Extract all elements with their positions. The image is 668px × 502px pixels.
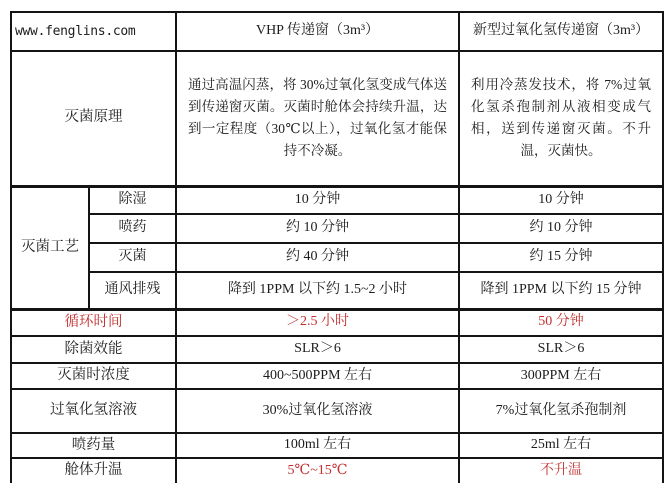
cell-dehumidify-vhp: 10 分钟 [176, 186, 459, 214]
step-label-dehumidify: 除湿 [89, 186, 176, 214]
cell-cycle-time-new: 50 分钟 [459, 309, 663, 336]
process-row-ventilation [11, 272, 663, 309]
principle-row [11, 51, 663, 186]
row-label-efficacy: 除菌效能 [11, 336, 176, 363]
cell-spray-new: 约 10 分钟 [459, 214, 663, 243]
row-label-chamber-warming: 舱体升温 [11, 458, 176, 483]
process-row-dehumidify [11, 186, 663, 214]
cell-spray-volume-vhp: 100ml 左右 [176, 433, 459, 458]
row-label-cycle-time: 循环时间 [11, 309, 176, 336]
step-label-spray: 喷药 [89, 214, 176, 243]
row-label-solution: 过氧化氢溶液 [11, 389, 176, 433]
metric-row-spray-volume [11, 433, 663, 458]
cell-dehumidify-new: 10 分钟 [459, 186, 663, 214]
metric-row-solution [11, 389, 663, 433]
cell-ventilation-new: 降到 1PPM 以下约 15 分钟 [459, 272, 663, 309]
site-url: www.fenglins.com [11, 12, 176, 51]
cell-sterilize-vhp: 约 40 分钟 [176, 243, 459, 272]
cell-principle-new: 利用冷蒸发技术，将 7%过氧化氢杀孢制剂从液相变成气相，送到传递窗灭菌。不升温，灭菌快。 [459, 51, 663, 186]
row-label-principle: 灭菌原理 [11, 51, 176, 186]
cell-efficacy-new: SLR＞6 [459, 336, 663, 363]
comparison-table [10, 11, 664, 483]
cell-solution-new: 7%过氧化氢杀孢制剂 [459, 389, 663, 433]
cell-solution-vhp: 30%过氧化氢溶液 [176, 389, 459, 433]
cell-concentration-new: 300PPM 左右 [459, 363, 663, 389]
step-label-ventilation: 通风排残 [89, 272, 176, 309]
metric-row-chamber-warming [11, 458, 663, 483]
process-row-spray [11, 214, 663, 243]
process-row-sterilize [11, 243, 663, 272]
col-header-new: 新型过氧化氢传递窗（3m³） [459, 12, 663, 51]
cell-chamber-warming-new: 不升温 [459, 458, 663, 483]
metric-row-efficacy [11, 336, 663, 363]
step-label-sterilize: 灭菌 [89, 243, 176, 272]
col-header-vhp: VHP 传递窗（3m³） [176, 12, 459, 51]
cell-ventilation-vhp: 降到 1PPM 以下约 1.5~2 小时 [176, 272, 459, 309]
cell-spray-volume-new: 25ml 左右 [459, 433, 663, 458]
cell-efficacy-vhp: SLR＞6 [176, 336, 459, 363]
row-label-concentration: 灭菌时浓度 [11, 363, 176, 389]
cell-chamber-warming-vhp: 5℃~15℃ [176, 458, 459, 483]
cell-concentration-vhp: 400~500PPM 左右 [176, 363, 459, 389]
metric-row-cycle-time [11, 309, 663, 336]
row-label-spray-volume: 喷药量 [11, 433, 176, 458]
cell-sterilize-new: 约 15 分钟 [459, 243, 663, 272]
header-row [11, 12, 663, 51]
row-label-process: 灭菌工艺 [11, 186, 89, 309]
cell-cycle-time-vhp: ＞2.5 小时 [176, 309, 459, 336]
cell-spray-vhp: 约 10 分钟 [176, 214, 459, 243]
cell-principle-vhp: 通过高温闪蒸，将 30%过氧化氢变成气体送到传递窗灭菌。灭菌时舱体会持续升温，达到一定程度（30℃以上），过氧化氢才能保持不冷凝。 [176, 51, 459, 186]
metric-row-concentration [11, 363, 663, 389]
